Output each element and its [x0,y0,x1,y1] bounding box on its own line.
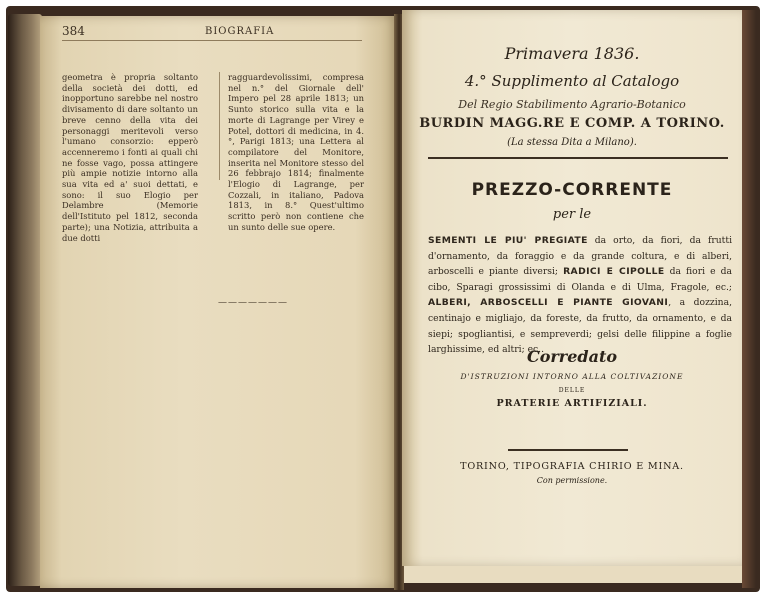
main-title: PREZZO-CORRENTE [471,180,673,200]
printer-imprint: TORINO, TIPOGRAFIA CHIRIO E MINA. [460,461,684,472]
cover-edge-right [742,10,756,588]
running-head: BIOGRAFIA [205,26,275,37]
text-column-right: ragguardevolissimi, compresa nel n.° del Giornale dell' Impero pel 28 aprile 1813; un Sunto storico sulla vita e la morte di Lagrange per Virey e Potel, dottori di medicina, in 4.°, Parigi 1813; una Lettera al compilatore del Monitore, inserita nel Monitore stesso del 26 febbrajo 1814; finalmente l'Elogio di Lagrange, per Cozzali, in italiano, Padova 1813, in 8.° Quest'ultimo scritto però non contiene che un sunto delle sue opere. [228,72,364,232]
body-text-3: , a dozzina, centinajo e migliajo, da foreste, da frutto, da ornamento, e da siepi; spogliantisi, e sempreverdi; gelsi delle filippine a foglie larghissime, ed altri; ec.. [428,297,732,356]
page-number: 384 [62,24,85,38]
body-text-1: da orto, da fiori, da frutti d'ornamento, da foraggio e da grande coltura, e di alberi, arboscelli e piante diversi; [428,235,733,278]
supplement-heading: 4.° Supplimento al Catalogo [464,72,680,90]
permission-line: Con permissione. [536,476,608,485]
body-bold-3: ALBERI, ARBOSCELLI E PIANTE GIOVANI [428,297,669,309]
praterie-line: PRATERIE ARTIFIZIALI. [496,398,648,409]
body-bold-1: SEMENTI LE PIU' PREGIATE [428,235,588,246]
end-separator: ——————— [218,298,288,308]
imprint-rule [508,449,628,451]
company-line: BURDIN MAGG.RE E COMP. A TORINO. [419,116,725,131]
corredato-heading: Corredato [526,347,618,366]
text-column-left: geometra è propria soltanto della società dei dotti, ed inopportuno sarebbe nel nostro divisamento di dare soltanto un breve cenno della vita dei personaggi meritevoli verso l'umano consorzio: epperò accenneremo i fonti ai quali chi ne fosse vago, possa attingere più ampie notizie intorno alla sua vita ed a' suoi dettati, e sono: il suo Elogio per Delambre (Memorie dell'Istituto pel 1812, seconda parte); una Notizia, attribuita a due dotti [62,72,198,243]
body-text-2: da fiori e da cibo, Sparagi grossissimi di Olanda e di Ulma, Fragole, ec.; [428,266,732,293]
column-divider [219,72,220,180]
title-rule [428,157,728,159]
establishment-line: Del Regio Stabilimento Agrario-Botanico [458,98,686,111]
header-rule [62,40,362,41]
instructions-line: D'ISTRUZIONI INTORNO ALLA COLTIVAZIONE [460,372,684,381]
delle-line: DELLE [558,387,586,394]
body-bold-2: RADICI E CIPOLLE [563,266,665,278]
season-heading: Primavera 1836. [504,44,640,63]
catalog-description [428,233,732,358]
page-edges-left [8,14,42,586]
per-le-line: per le [552,207,592,222]
same-firm-line: (La stessa Dita a Milano). [507,137,637,148]
